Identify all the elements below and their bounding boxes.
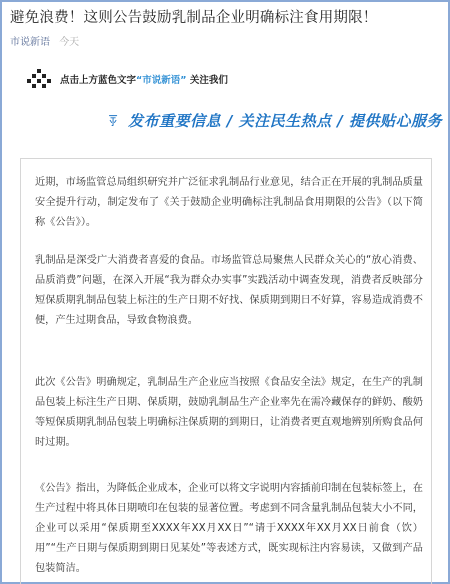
follow-prefix: 点击上方蓝色文字: [60, 75, 137, 86]
article-body: [20, 158, 432, 584]
body-paragraph: 《公告》指出，为降低企业成本，企业可以将文字说明内容插前印制在包装标签上，在生产过程中将具体日期喷印在包装的显著位置。考虑到不同含量乳制品包装大小不同，企业可以采用“保质期至XXXX年XX月XX日”“请于XXXX年XX月XX日前食（饮）用”“生产日期与保质期到期日见某处”等表述方式，既实现标注内容易读，又做到产品包装简洁。: [35, 483, 423, 574]
account-logo-icon: [26, 68, 52, 90]
follow-suffix: 关注我们: [189, 75, 228, 86]
article-meta: [10, 33, 79, 48]
body-paragraph: 乳制品是深受广大消费者喜爱的食品。市场监管总局聚焦人民群众关心的“放心消费、品质消费”问题，在深入开展“我为群众办实事”实践活动中调查发现，消费者反映部分短保质期乳制品包装上标注的生产日期不好找、保质期到期日不好算，容易造成消费不便，产生过期食品，导致食物浪费。: [35, 255, 423, 326]
publish-time: 今天: [59, 37, 80, 48]
follow-text: [60, 72, 228, 86]
body-paragraph: 近期，市场监管总局组织研究并广泛征求乳制品行业意见，结合正在开展的乳制品质量安全提升行动，制定发布了《关于鼓励企业明确标注乳制品食用期限的公告》（以下简称《公告》）。: [35, 177, 423, 228]
follow-account-link[interactable]: “市说新语”: [136, 75, 187, 86]
follow-prompt: [26, 68, 228, 90]
banner-slogan: 发布重要信息 / 关注民生热点 / 提供贴心服务: [128, 111, 442, 130]
slogan-banner: [8, 100, 442, 140]
brand-logo-icon: [108, 103, 118, 137]
body-paragraph: 此次《公告》明确规定，乳制品生产企业应当按照《食品安全法》规定，在生产的乳制品包装上标注生产日期、保质期，鼓励乳制品生产企业率先在需冷藏保存的鲜奶、酸奶等短保质期乳制品包装上明确标注保质期的到期日，让消费者更直观地辨别所购食品何时过期。: [35, 377, 423, 448]
article-title: 避免浪费！这则公告鼓励乳制品企业明确标注食用期限！: [10, 10, 378, 26]
account-name-link[interactable]: 市说新语: [10, 37, 50, 48]
